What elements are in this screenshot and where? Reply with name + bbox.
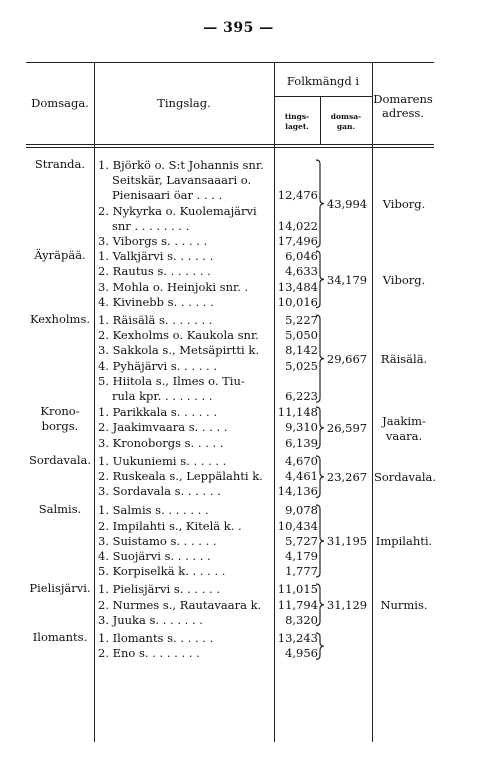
domare-adress: Impilahti. (375, 534, 433, 549)
tingslag-line: 3. Sakkola s., Metsäpirtti k. (98, 343, 259, 358)
tingslag-population: 4,670 (285, 453, 318, 468)
column-rule-1 (94, 62, 95, 742)
domsaga-name: Stranda. (34, 157, 86, 171)
tingslag-line: 2. Ruskeala s., Leppälahti k. (98, 469, 263, 483)
tingslag-population: 4,956 (285, 646, 318, 661)
domare-adress: Viborg. (382, 196, 426, 211)
tingslag-line: 2. Nurmes s., Rautavaara k. (98, 597, 262, 612)
tingslag-population: 10,016 (277, 294, 318, 309)
domsaga-name: Salmis. (38, 502, 82, 517)
tingslag-line: 1. Uukuniemi s. . . . . . (98, 453, 227, 468)
tingslag-population: 12,476 (277, 188, 318, 203)
tingslag-line: 2. Jaakimvaara s. . . . . (98, 420, 228, 435)
domsaga-total: 31,129 (326, 598, 368, 613)
domare-adress: Räisälä. (380, 351, 428, 366)
domsaga-name: borgs. (41, 419, 79, 434)
header-domarens-2: adress. (382, 106, 424, 120)
domsaga-total: 34,179 (326, 272, 368, 287)
domsaga-total: 31,195 (326, 534, 368, 549)
domsaga-name: Ilomants. (32, 630, 88, 644)
tingslag-line: 4. Suojärvi s. . . . . . (98, 549, 211, 563)
tingslag-line: 1. Salmis s. . . . . . . (98, 503, 209, 518)
tingslag-line: 1. Valkjärvi s. . . . . . (98, 249, 214, 264)
domsaga-total: 29,667 (326, 351, 368, 366)
tingslag-line: rula kpr. . . . . . . . (112, 389, 213, 403)
tingslag-population: 8,320 (285, 612, 318, 627)
tingslag-population: 4,633 (285, 264, 318, 279)
domsaga-name: Kexholms. (29, 312, 91, 326)
tingslag-line: 2. Rautus s. . . . . . . (98, 264, 211, 279)
tingslag-line: 3. Kronoborgs s. . . . . (98, 435, 224, 450)
page-number: — 395 — (203, 20, 274, 36)
tingslag-line: 1. Räisälä s. . . . . . . (98, 313, 213, 327)
domsaga-total: 43,994 (326, 196, 368, 211)
tingslag-population: 5,227 (285, 313, 318, 327)
domsaga-name: Äyräpää. (34, 248, 86, 263)
tingslag-line: 3. Viborgs s. . . . . . (98, 234, 208, 248)
header-tingslaget-1: tings- (284, 112, 310, 121)
domare-adress: Nurmis. (380, 598, 428, 613)
group-brace (315, 633, 327, 659)
tingslag-line: 5. Korpiselkä k. . . . . . (98, 564, 226, 579)
tingslag-population: 14,136 (277, 484, 318, 499)
tingslag-population: 5,050 (285, 328, 318, 343)
tingslag-population: 13,484 (277, 279, 318, 294)
header-domsaga: Domsaga. (31, 96, 89, 110)
tingslag-line: 2. Nykyrka o. Kuolemajärvi (98, 203, 257, 218)
tingslag-population: 6,139 (285, 435, 318, 450)
header-tingslag: Tingslag. (157, 96, 211, 110)
tingslag-population: 4,461 (285, 469, 318, 483)
tingslag-line: 3. Sordavala s. . . . . . (98, 484, 221, 499)
tingslag-population: 11,148 (277, 405, 318, 420)
domsaga-total: 23,267 (326, 469, 368, 484)
tingslag-line: Pienisaari öar . . . . (112, 188, 223, 203)
tingslag-population: 4,179 (285, 549, 318, 563)
tingslag-population: 1,777 (285, 564, 318, 579)
tingslag-line: 3. Mohla o. Heinjoki snr. . (98, 279, 249, 294)
tingslag-line: Seitskär, Lavansaaari o. (112, 173, 252, 188)
tingslag-line: 2. Eno s. . . . . . . . (98, 646, 200, 661)
domare-adress: Jaakim- (382, 413, 426, 428)
tingslag-population: 11,794 (277, 597, 318, 612)
tingslag-line: 2. Kexholms o. Kaukola snr. (98, 328, 259, 343)
header-folkmangd: Folkmängd i (286, 74, 360, 88)
tingslag-population: 5,025 (285, 358, 318, 373)
tingslag-population: 14,022 (277, 218, 318, 233)
tingslag-line: 1. Ilomants s. . . . . . (98, 631, 214, 645)
domsaga-name: Pielisjärvi. (29, 581, 91, 596)
domare-adress: Viborg. (382, 272, 426, 287)
header-domarens-1: Domarens (373, 92, 433, 106)
column-rule-4 (372, 62, 373, 742)
tingslag-line: 1. Björkö o. S:t Johannis snr. (98, 158, 264, 172)
tingslag-population: 6,223 (285, 389, 318, 403)
tingslag-population: 17,496 (277, 234, 318, 248)
tingslag-population: 8,142 (285, 343, 318, 358)
domare-adress: vaara. (385, 428, 423, 443)
tingslag-line: 1. Pielisjärvi s. . . . . . (98, 582, 220, 597)
domare-adress: Sordavala. (374, 469, 437, 484)
tingslag-population: 5,727 (285, 533, 318, 548)
tingslag-population: 9,310 (285, 420, 318, 435)
header-domsagan-2: gan. (336, 122, 356, 131)
tingslag-population: 11,015 (277, 582, 318, 597)
folkmangd-rule (274, 96, 372, 97)
tingslag-line: 4. Kivinebb s. . . . . . (98, 294, 214, 309)
header-tingslaget-2: laget. (285, 122, 309, 131)
header-domsagan-1: domsa- (330, 112, 362, 121)
tingslag-line: 1. Parikkala s. . . . . . (98, 405, 217, 420)
tingslag-population: 13,243 (277, 631, 318, 645)
tingslag-population: 10,434 (277, 518, 318, 533)
tingslag-population: 6,046 (285, 249, 318, 264)
domsaga-total: 26,597 (326, 421, 368, 435)
tingslag-line: snr . . . . . . . . (112, 218, 190, 233)
tingslag-line: 4. Pyhäjärvi s. . . . . . (98, 358, 217, 373)
tingslag-line: 2. Impilahti s., Kitelä k. . (98, 518, 242, 533)
tingslag-line: 5. Hiitola s., Ilmes o. Tiu- (98, 373, 245, 388)
tingslag-population: 9,078 (285, 503, 318, 518)
domsaga-name: Sordavala. (28, 452, 92, 467)
domsaga-name: Krono- (40, 404, 80, 419)
tingslag-line: 3. Suistamo s. . . . . . (98, 533, 217, 548)
tingslag-line: 3. Juuka s. . . . . . . (98, 612, 203, 627)
